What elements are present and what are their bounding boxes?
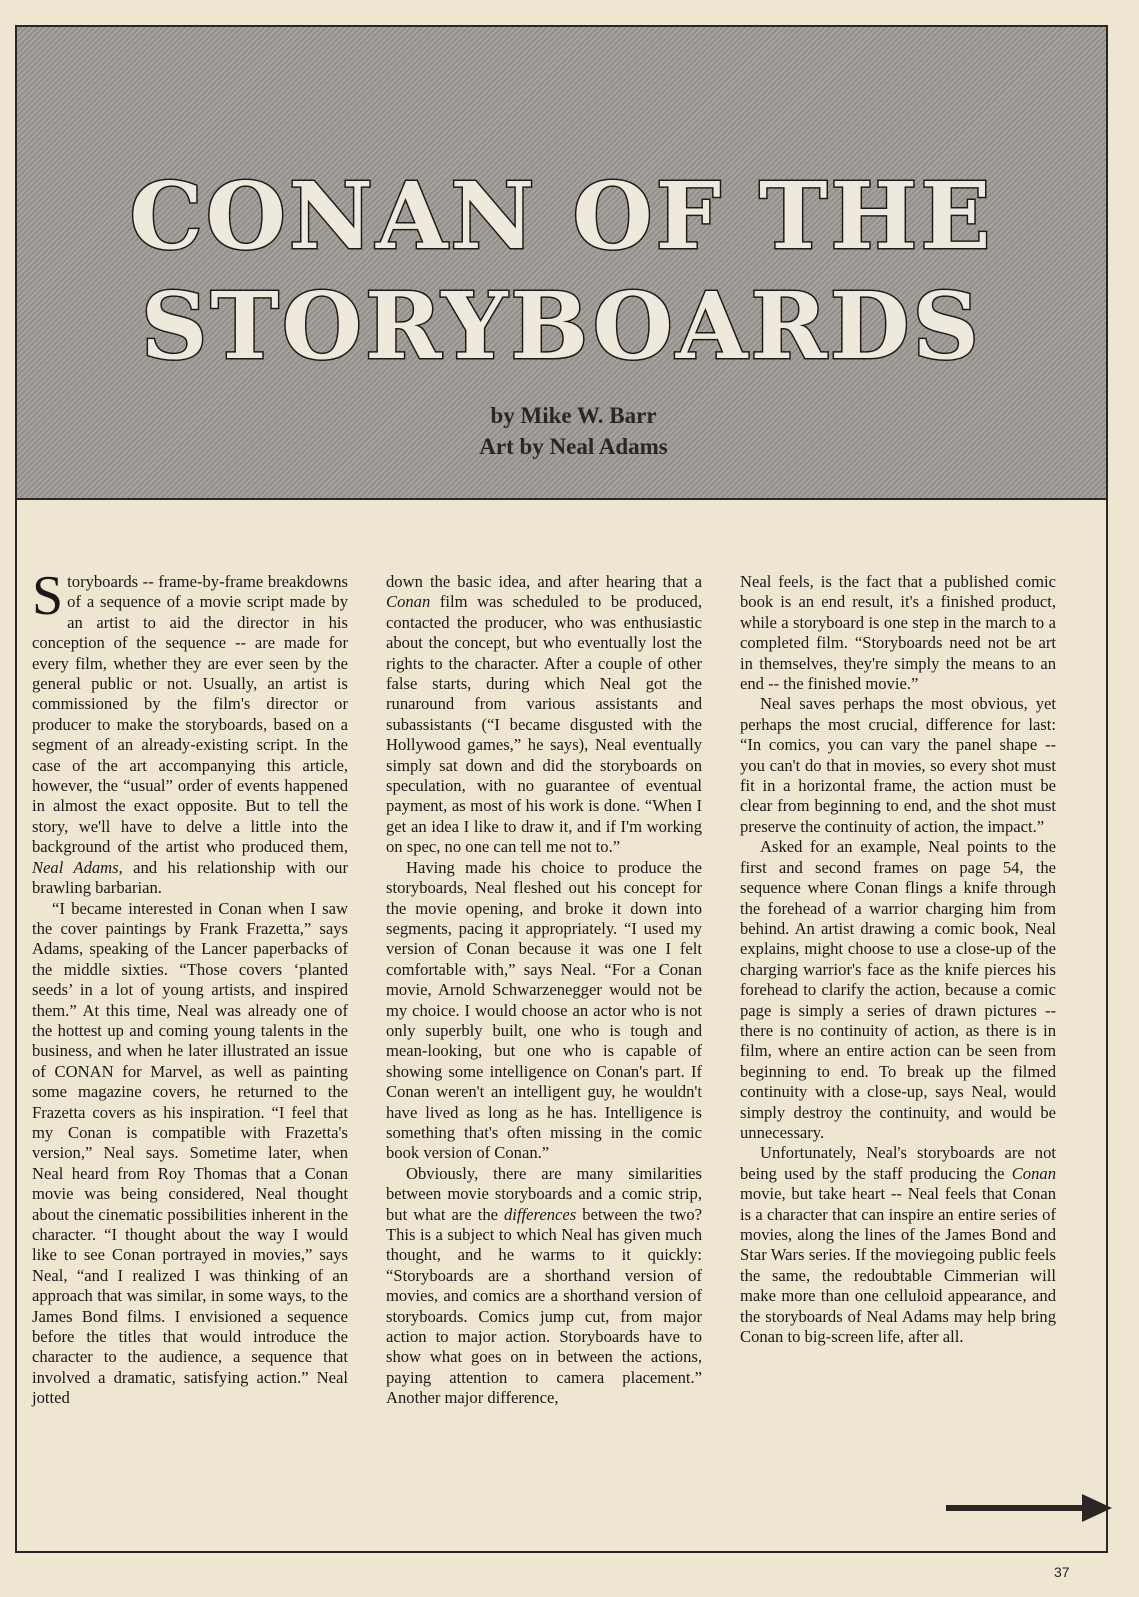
- paragraph-text: down the basic idea, and after hearing that a: [386, 572, 702, 591]
- paragraph-text: toryboards -- frame-by-frame breakdowns of a sequence of a movie script made by an artist to aid the director in his conception of the sequence -- are made for every film, whether they are ever seen by the general public or not. Usually, an artist is commissioned by the film's director or producer to make the storyboards, based on a segment of an already-existing script. In the case of the art accompanying this article, however, the “usual” order of events happened in almost the exact opposite. But to tell the story, we'll have to delve a little into the background of the artist who produced them,: [32, 572, 348, 857]
- paragraph: [386, 1164, 702, 1409]
- paragraph-text: between the two? This is a subject to which Neal has given much thought, and he warms to it quickly: “Storyboards are a shorthand version of movies, and comics are a shorthand version of storyboards. Comics jump cut, from major action to major action. Storyboards have to show what goes on in between the actions, paying attention to camera placement.” Another major difference,: [386, 1204, 702, 1408]
- paragraph: Neal feels, is the fact that a published comic book is an end result, it's a finished product, while a storyboard is one step in the march to a completed film. “Storyboards need not be art in themselves, they're simply the means to an end -- the finished movie.”: [740, 572, 1056, 694]
- paragraph-text: film was scheduled to be produced, contacted the producer, who was enthusiastic about the concept, but who eventually lost the rights to the character. After a couple of other false starts, during which Neal got the runaround from various assistants and subassistants (“I became disgusted with the Hollywood games,” he says), Neal eventually simply sat down and did the storyboards on speculation, with no guarantee of eventual payment, as most of his work is done. “When I get an idea I like to draw it, and if I'm working on spec, no one can tell me not to.”: [386, 592, 702, 857]
- italic-title: Conan: [386, 592, 431, 612]
- drop-cap: S: [32, 565, 64, 627]
- paragraph: [740, 1143, 1056, 1347]
- paragraph-text: Obviously, there are many similarities between movie storyboards and a comic strip, but what are the: [386, 1163, 702, 1224]
- paragraph: Having made his choice to produce the storyboards, Neal fleshed out his concept for the movie opening, and broke it down into segments, pacing it appropriately. “I used my version of Conan because it was one I felt comfortable with,” says Neal. “For a Conan movie, Arnold Schwarzenegger would not be my choice. I would choose an actor who is not only superbly built, one who is tough and mean-looking, but one who is capable of showing some intelligence on Conan's part. If Conan weren't an intelligent guy, he wouldn't have lived as long as he has. Intelligence is something that's often missing in the comic book version of Conan.”: [386, 857, 702, 1163]
- title-line-1: CONAN OF THE: [129, 162, 994, 270]
- article-column-1: [32, 565, 348, 1409]
- paragraph: “I became interested in Conan when I saw the cover paintings by Frank Frazetta,” says Adams, speaking of the Lancer paperbacks of the middle sixties. “Those covers ‘planted seeds’ in a lot of young artists, and inspired them.” At this time, Neal was already one of the hottest up and coming young talents in the business, and when he later illustrated an issue of CONAN for Marvel, as well as painting some magazine covers, he returned to the Frazetta covers as his inspiration. “I feel that my Conan is compatible with Frazetta's version,” Neal says. Sometime later, when Neal heard from Roy Thomas that a Conan movie was being considered, Neal thought about the cinematic possibilities inherent in the character. “I thought about the way I would like to see Conan portrayed in movies,” says Neal, “and I realized I was thinking of an approach that was similar, in some ways, to the James Bond films. I envisioned a sequence before the titles that would introduce the character to the audience, a sequence that involved a dramatic, satisfying action.” Neal jotted: [32, 898, 348, 1408]
- paragraph: [386, 572, 702, 858]
- byline-artist: Art by Neal Adams: [479, 434, 668, 459]
- title-banner: [17, 27, 1106, 500]
- paragraph-text: and his relationship with our brawling barbarian.: [32, 857, 348, 898]
- paragraph-text: Unfortunately, Neal's storyboards are not being used by the staff producing the: [740, 1143, 1056, 1183]
- paragraph-text: movie, but take heart -- Neal feels that Conan is a character that can inspire an entire series of movies, along the lines of the James Bond and Star Wars series. If the moviegoing public feels the same, the redoubtable Cimmerian will make more than one celluloid appearance, and the storyboards of Neal Adams may help bring Conan to big-screen life, after all.: [740, 1184, 1056, 1347]
- paragraph: [32, 565, 348, 899]
- right-arrow-icon: [946, 1492, 1112, 1524]
- artist-name: Neal Adams,: [32, 857, 123, 877]
- paragraph: Asked for an example, Neal points to the first and second frames on page 54, the sequence where Conan flings a knife through the forehead of a warrior charging him from behind. An artist drawing a comic book, Neal explains, might choose to use a close-up of the charging warrior's face as the knife pierces his forehead to clarify the action, because a comic page is simply a series of drawn pictures -- there is no continuity of action, as there is in film, where an entire action can be seen from beginning to end. To break up the filmed continuity with a close-up, says Neal, would simply destroy the continuity, and would be unnecessary.: [740, 837, 1056, 1142]
- italic-emphasis: differences: [504, 1204, 577, 1224]
- italic-title: Conan: [1011, 1163, 1056, 1183]
- paragraph: Neal saves perhaps the most obvious, yet perhaps the most crucial, difference for last: “In comics, you can vary the panel shape -- you can't do that in movies, so every shot must fit in a horizontal frame, the action must be clear from beginning to end, and the shot must preserve the continuity of action, the impact.”: [740, 694, 1056, 836]
- title-line-2: STORYBOARDS: [140, 272, 982, 380]
- article-column-2: [386, 572, 702, 1409]
- article-column-3: [740, 572, 1056, 1347]
- byline-author: by Mike W. Barr: [490, 403, 657, 428]
- page-number: 37: [1054, 1564, 1070, 1580]
